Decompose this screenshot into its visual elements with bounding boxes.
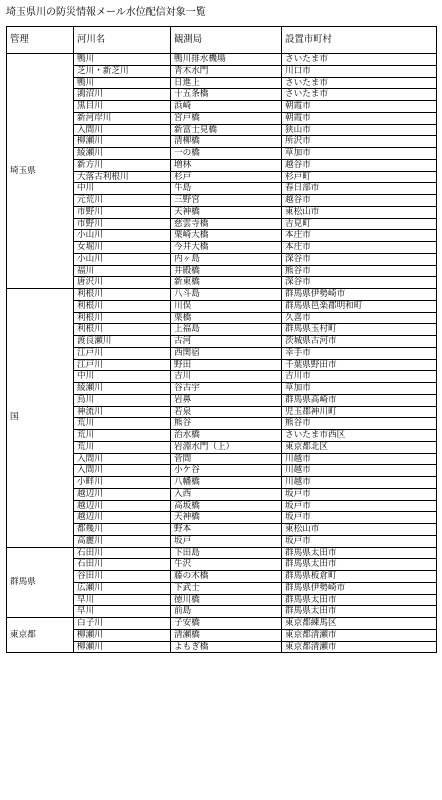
station-cell: 野本 — [171, 524, 282, 536]
municipality-cell: 群馬県伊勢崎市 — [282, 289, 437, 301]
municipality-cell: 久喜市 — [282, 312, 437, 324]
municipality-cell: さいたま市 — [282, 77, 437, 89]
municipality-cell: 草加市 — [282, 383, 437, 395]
table-row — [7, 618, 437, 630]
page-title: 埼玉県川の防災情報メール水位配信対象一覧 — [6, 7, 206, 18]
station-cell: 清瀬橋 — [171, 629, 282, 641]
municipality-cell: さいたま市 — [282, 54, 437, 66]
river-cell: 新方川 — [74, 159, 171, 171]
municipality-cell: 本庄市 — [282, 230, 437, 242]
municipality-cell: 坂戸市 — [282, 500, 437, 512]
municipality-cell: 茨城県古河市 — [282, 336, 437, 348]
municipality-cell: 越谷市 — [282, 159, 437, 171]
river-cell: 鴨川 — [74, 77, 171, 89]
station-cell: 清柳橋 — [171, 136, 282, 148]
manager-cell: 埼玉県 — [7, 54, 74, 289]
municipality-cell: 坂戸市 — [282, 488, 437, 500]
municipality-cell: 朝霞市 — [282, 101, 437, 113]
river-cell: 早川 — [74, 594, 171, 606]
municipality-cell: 深谷市 — [282, 277, 437, 289]
manager-cell: 東京都 — [7, 618, 74, 653]
municipality-cell: 東松山市 — [282, 524, 437, 536]
municipality-cell: 熊谷市 — [282, 418, 437, 430]
station-cell: 栗橋 — [171, 312, 282, 324]
river-cell: 綾瀬川 — [74, 148, 171, 160]
station-cell: よもぎ橋 — [171, 641, 282, 653]
station-cell: 子安橋 — [171, 618, 282, 630]
table-row — [7, 54, 437, 66]
station-cell: 増林 — [171, 159, 282, 171]
municipality-cell: 東京都清瀬市 — [282, 641, 437, 653]
municipality-cell: 群馬県高崎市 — [282, 394, 437, 406]
river-cell: 石田川 — [74, 559, 171, 571]
river-cell: 小畔川 — [74, 477, 171, 489]
river-cell: 鴻沼川 — [74, 89, 171, 101]
station-cell: 牛沢 — [171, 559, 282, 571]
municipality-cell: 群馬県太田市 — [282, 547, 437, 559]
station-cell: 青木水門 — [171, 65, 282, 77]
municipality-cell: 狭山市 — [282, 124, 437, 136]
municipality-cell: 坂戸市 — [282, 535, 437, 547]
river-cell: 大落古利根川 — [74, 171, 171, 183]
station-cell: 天神橋 — [171, 512, 282, 524]
river-cell: 烏川 — [74, 394, 171, 406]
municipality-cell: 深谷市 — [282, 253, 437, 265]
station-cell: 新富士見橋 — [171, 124, 282, 136]
river-cell: 元荒川 — [74, 195, 171, 207]
station-cell: 下武士 — [171, 582, 282, 594]
municipality-cell: 群馬県太田市 — [282, 559, 437, 571]
municipality-cell: 児玉郡神川町 — [282, 406, 437, 418]
river-cell: 都幾川 — [74, 524, 171, 536]
header-municipality: 設置市町村 — [282, 27, 437, 54]
station-cell: 天神橋 — [171, 206, 282, 218]
river-cell: 中川 — [74, 371, 171, 383]
manager-cell: 群馬県 — [7, 547, 74, 618]
municipality-cell: 吉川市 — [282, 371, 437, 383]
station-cell: 内ヶ島 — [171, 253, 282, 265]
municipality-cell: 東京都清瀬市 — [282, 629, 437, 641]
station-cell: 若泉 — [171, 406, 282, 418]
header-manager: 管理 — [7, 27, 74, 54]
table-body — [7, 54, 437, 653]
municipality-cell: 千葉県野田市 — [282, 359, 437, 371]
station-cell: 徳川橋 — [171, 594, 282, 606]
station-cell: 牛島 — [171, 183, 282, 195]
station-cell: 十五条橋 — [171, 89, 282, 101]
river-cell: 石田川 — [74, 547, 171, 559]
municipality-cell: さいたま市西区 — [282, 430, 437, 442]
municipality-cell: さいたま市 — [282, 89, 437, 101]
station-cell: 下田島 — [171, 547, 282, 559]
header-station: 観測局 — [171, 27, 282, 54]
river-cell: 唐沢川 — [74, 277, 171, 289]
station-cell: 入西 — [171, 488, 282, 500]
river-cell: 利根川 — [74, 300, 171, 312]
municipality-cell: 東京都北区 — [282, 441, 437, 453]
river-cell: 江戸川 — [74, 347, 171, 359]
municipality-cell: 所沢市 — [282, 136, 437, 148]
municipality-cell: 越谷市 — [282, 195, 437, 207]
municipality-cell: 川口市 — [282, 65, 437, 77]
river-cell: 小山川 — [74, 253, 171, 265]
station-cell: 小ケ谷 — [171, 465, 282, 477]
water-level-table — [6, 26, 437, 653]
station-cell: 吉川 — [171, 371, 282, 383]
river-cell: 広瀬川 — [74, 582, 171, 594]
municipality-cell: 群馬県太田市 — [282, 594, 437, 606]
header-river: 河川名 — [74, 27, 171, 54]
river-cell: 新河岸川 — [74, 112, 171, 124]
station-cell: 八幡橋 — [171, 477, 282, 489]
station-cell: 治水橋 — [171, 430, 282, 442]
table-row — [7, 547, 437, 559]
station-cell: 宮戸橋 — [171, 112, 282, 124]
river-cell: 柳瀬川 — [74, 136, 171, 148]
municipality-cell: 川越市 — [282, 465, 437, 477]
river-cell: 黒目川 — [74, 101, 171, 113]
municipality-cell: 熊谷市 — [282, 265, 437, 277]
station-cell: 古河 — [171, 336, 282, 348]
station-cell: 一の橋 — [171, 148, 282, 160]
station-cell: 杉戸 — [171, 171, 282, 183]
municipality-cell: 吉見町 — [282, 218, 437, 230]
river-cell: 柳瀬川 — [74, 629, 171, 641]
river-cell: 越辺川 — [74, 488, 171, 500]
municipality-cell: 杉戸町 — [282, 171, 437, 183]
manager-cell: 国 — [7, 289, 74, 548]
river-cell: 越辺川 — [74, 512, 171, 524]
river-cell: 市野川 — [74, 206, 171, 218]
station-cell: 浜崎 — [171, 101, 282, 113]
municipality-cell: 坂戸市 — [282, 512, 437, 524]
river-cell: 綾瀬川 — [74, 383, 171, 395]
river-cell: 荒川 — [74, 441, 171, 453]
municipality-cell: 群馬県板倉町 — [282, 571, 437, 583]
river-cell: 女堀川 — [74, 242, 171, 254]
station-cell: 岩淵水門（上） — [171, 441, 282, 453]
municipality-cell: 川越市 — [282, 453, 437, 465]
station-cell: 熊谷 — [171, 418, 282, 430]
station-cell: 坂戸 — [171, 535, 282, 547]
header-row — [7, 27, 437, 54]
river-cell: 小山川 — [74, 230, 171, 242]
river-cell: 渡良瀬川 — [74, 336, 171, 348]
station-cell: 三野宮 — [171, 195, 282, 207]
municipality-cell: 草加市 — [282, 148, 437, 160]
station-cell: 野田 — [171, 359, 282, 371]
table-row — [7, 289, 437, 301]
river-cell: 中川 — [74, 183, 171, 195]
river-cell: 利根川 — [74, 324, 171, 336]
river-cell: 谷田川 — [74, 571, 171, 583]
station-cell: 新東橋 — [171, 277, 282, 289]
river-cell: 入間川 — [74, 453, 171, 465]
station-cell: 菅間 — [171, 453, 282, 465]
municipality-cell: 群馬県邑楽郡明和町 — [282, 300, 437, 312]
station-cell: 栗崎大橋 — [171, 230, 282, 242]
river-cell: 市野川 — [74, 218, 171, 230]
station-cell: 日進上 — [171, 77, 282, 89]
river-cell: 柳瀬川 — [74, 641, 171, 653]
municipality-cell: 朝霞市 — [282, 112, 437, 124]
municipality-cell: 群馬県太田市 — [282, 606, 437, 618]
station-cell: 高坂橋 — [171, 500, 282, 512]
station-cell: 川俣 — [171, 300, 282, 312]
river-cell: 早川 — [74, 606, 171, 618]
municipality-cell: 東京都練馬区 — [282, 618, 437, 630]
river-cell: 利根川 — [74, 289, 171, 301]
station-cell: 今井大橋 — [171, 242, 282, 254]
river-cell: 白子川 — [74, 618, 171, 630]
municipality-cell: 幸手市 — [282, 347, 437, 359]
municipality-cell: 群馬県玉村町 — [282, 324, 437, 336]
station-cell: 井殿橋 — [171, 265, 282, 277]
river-cell: 越辺川 — [74, 500, 171, 512]
river-cell: 利根川 — [74, 312, 171, 324]
river-cell: 入間川 — [74, 465, 171, 477]
station-cell: 西関宿 — [171, 347, 282, 359]
station-cell: 谷古宇 — [171, 383, 282, 395]
river-cell: 高麗川 — [74, 535, 171, 547]
station-cell: 藤の木橋 — [171, 571, 282, 583]
river-cell: 入間川 — [74, 124, 171, 136]
station-cell: 慈雲寺橋 — [171, 218, 282, 230]
river-cell: 福川 — [74, 265, 171, 277]
station-cell: 前島 — [171, 606, 282, 618]
municipality-cell: 本庄市 — [282, 242, 437, 254]
river-cell: 神流川 — [74, 406, 171, 418]
municipality-cell: 群馬県伊勢崎市 — [282, 582, 437, 594]
station-cell: 岩鼻 — [171, 394, 282, 406]
station-cell: 八斗島 — [171, 289, 282, 301]
municipality-cell: 春日部市 — [282, 183, 437, 195]
station-cell: 鴨川排水機場 — [171, 54, 282, 66]
river-cell: 芝川・新芝川 — [74, 65, 171, 77]
river-cell: 荒川 — [74, 418, 171, 430]
river-cell: 荒川 — [74, 430, 171, 442]
municipality-cell: 東松山市 — [282, 206, 437, 218]
municipality-cell: 川越市 — [282, 477, 437, 489]
station-cell: 上福島 — [171, 324, 282, 336]
river-cell: 江戸川 — [74, 359, 171, 371]
river-cell: 鴨川 — [74, 54, 171, 66]
